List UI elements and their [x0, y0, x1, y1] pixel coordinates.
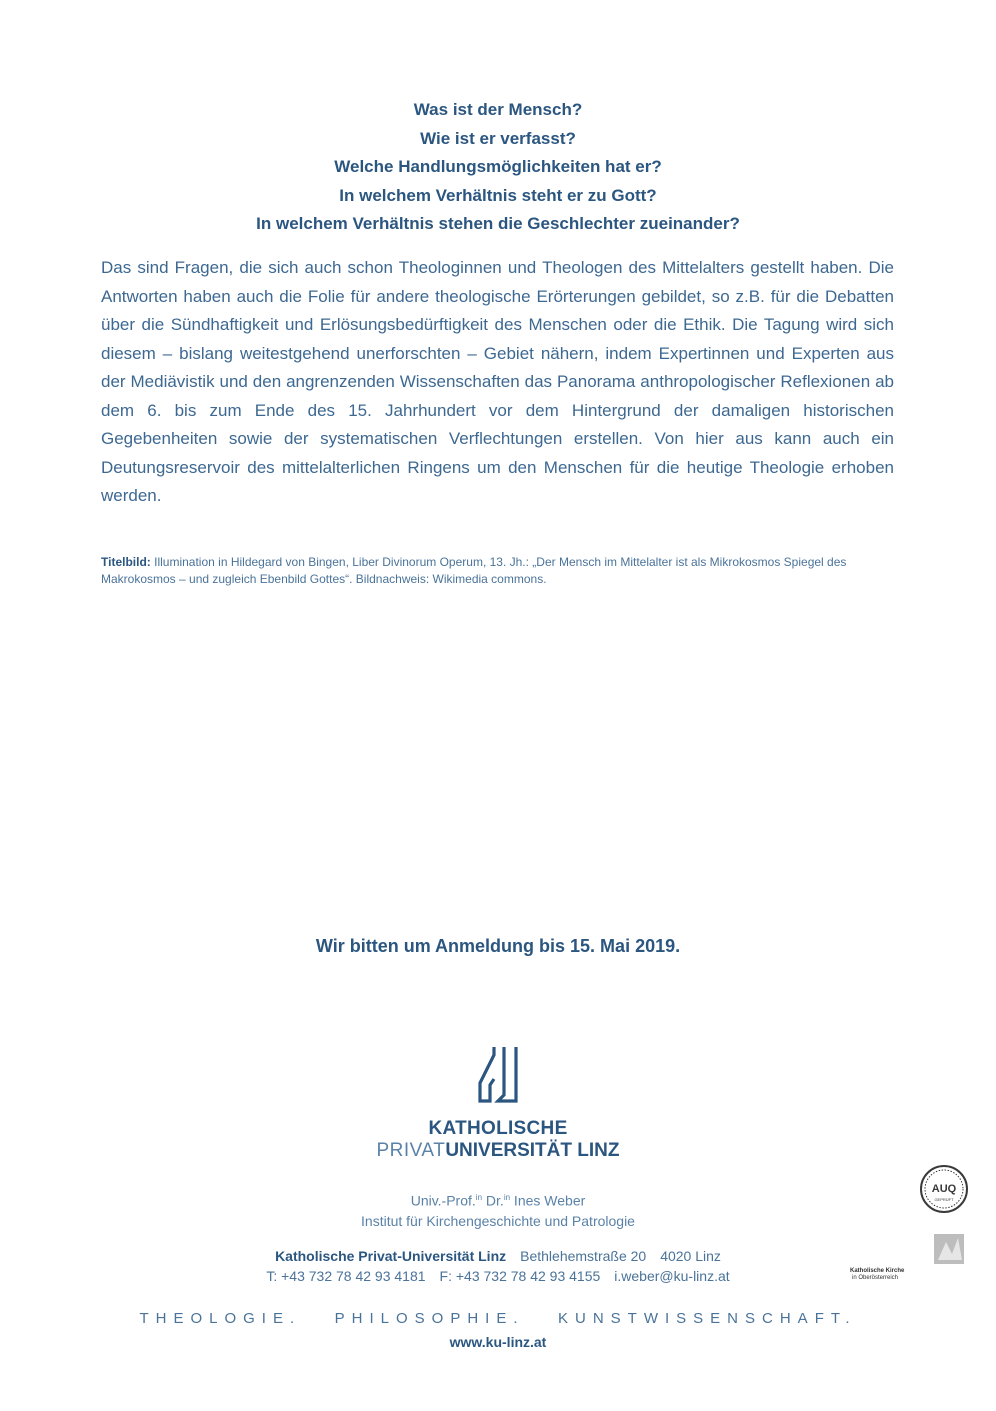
contact-name: Ines Weber — [510, 1192, 586, 1209]
question-1: Was ist der Mensch? — [413, 100, 583, 119]
caption-label: Titelbild: — [101, 555, 151, 569]
address-email[interactable]: i.weber@ku-linz.at — [614, 1268, 730, 1284]
quality-seal-icon — [919, 1164, 969, 1214]
caption-text: Illumination in Hildegard von Bingen, Liber Divinorum Operum, 13. Jh.: „Der Mensch im Mittelalter ist als Mikrokosmos Spiegel des Makrokosmos – und zugleich Ebenbild Gottes“. Bildnachweis: Wikimedia commons. — [101, 555, 847, 586]
question-5: In welchem Verhältnis stehen die Geschlechter zueinander? — [256, 214, 740, 233]
church-logo-line2: in Oberösterreich — [852, 1275, 899, 1281]
seal-text-top: AUQ — [931, 1183, 957, 1195]
seal-text-bottom: GEPRÜFT — [934, 1197, 954, 1202]
contact-sup-a: in — [475, 1193, 483, 1202]
address-fax: F: +43 732 78 42 93 4155 — [439, 1268, 601, 1284]
website-link[interactable]: www.ku-linz.at — [449, 1334, 547, 1350]
university-logo-icon — [476, 1045, 520, 1103]
address-phone: T: +43 732 78 42 93 4181 — [266, 1268, 426, 1284]
registration-notice: Wir bitten um Anmeldung bis 15. Mai 2019. — [315, 936, 681, 956]
contact-title-a: Univ.-Prof. — [410, 1192, 476, 1209]
contact-sup-b: in — [503, 1193, 511, 1202]
image-caption — [101, 554, 894, 587]
questions-block — [0, 96, 996, 239]
university-name — [0, 1118, 996, 1162]
question-2: Wie ist er verfasst? — [420, 128, 576, 148]
question-3: Welche Handlungsmöglichkeiten hat er? — [334, 157, 662, 176]
address-org: Katholische Privat-Universität Linz — [275, 1248, 507, 1264]
university-name-line1: KATHOLISCHE — [428, 1118, 568, 1139]
question-4: In welchem Verhältnis steht er zu Gott? — [339, 185, 657, 205]
contact-person — [0, 1188, 996, 1231]
university-name-universitaet: UNIVERSITÄT LINZ — [445, 1140, 620, 1161]
contact-title-b: Dr. — [482, 1192, 504, 1209]
university-name-line2 — [0, 1140, 996, 1162]
church-logo-line1: Katholische Kirche — [850, 1268, 905, 1274]
body-paragraph: Das sind Fragen, die sich auch schon Theologinnen und Theologen des Mittelalters gestellt haben. Die Antworten haben auch die Folie für andere theologische Erörterungen gebildet, so z.B. für die Debatten über die Sündhaftigkeit und Erlösungsbedürftigkeit des Menschen oder die Ethik. Die Tagung wird sich diesem – bislang weitestgehend unerforschten – Gebiet nähern, indem Expertinnen und Experten aus der Mediävistik und den angrenzenden Wissenschaften das Panorama anthropologischer Reflexionen ab dem 6. bis zum Ende des 15. Jahrhundert vor dem Hintergrund der damaligen historischen Gegebenheiten sowie der systematischen Verflechtungen erstellen. Von hier aus kann auch ein Deutungsreservoir des mittelalterlichen Ringens um den Menschen für die heutige Theologie erhoben werden. — [101, 258, 894, 505]
church-logo-icon — [846, 1232, 966, 1284]
contact-institute: Institut für Kirchengeschichte und Patrologie — [361, 1212, 635, 1229]
address-city: 4020 Linz — [660, 1248, 721, 1264]
contact-name-line — [0, 1188, 996, 1211]
address-street: Bethlehemstraße 20 — [520, 1248, 647, 1264]
university-name-privat: PRIVAT — [376, 1140, 446, 1161]
tagline: THEOLOGIE. PHILOSOPHIE. KUNSTWISSENSCHAFT. — [139, 1310, 857, 1327]
